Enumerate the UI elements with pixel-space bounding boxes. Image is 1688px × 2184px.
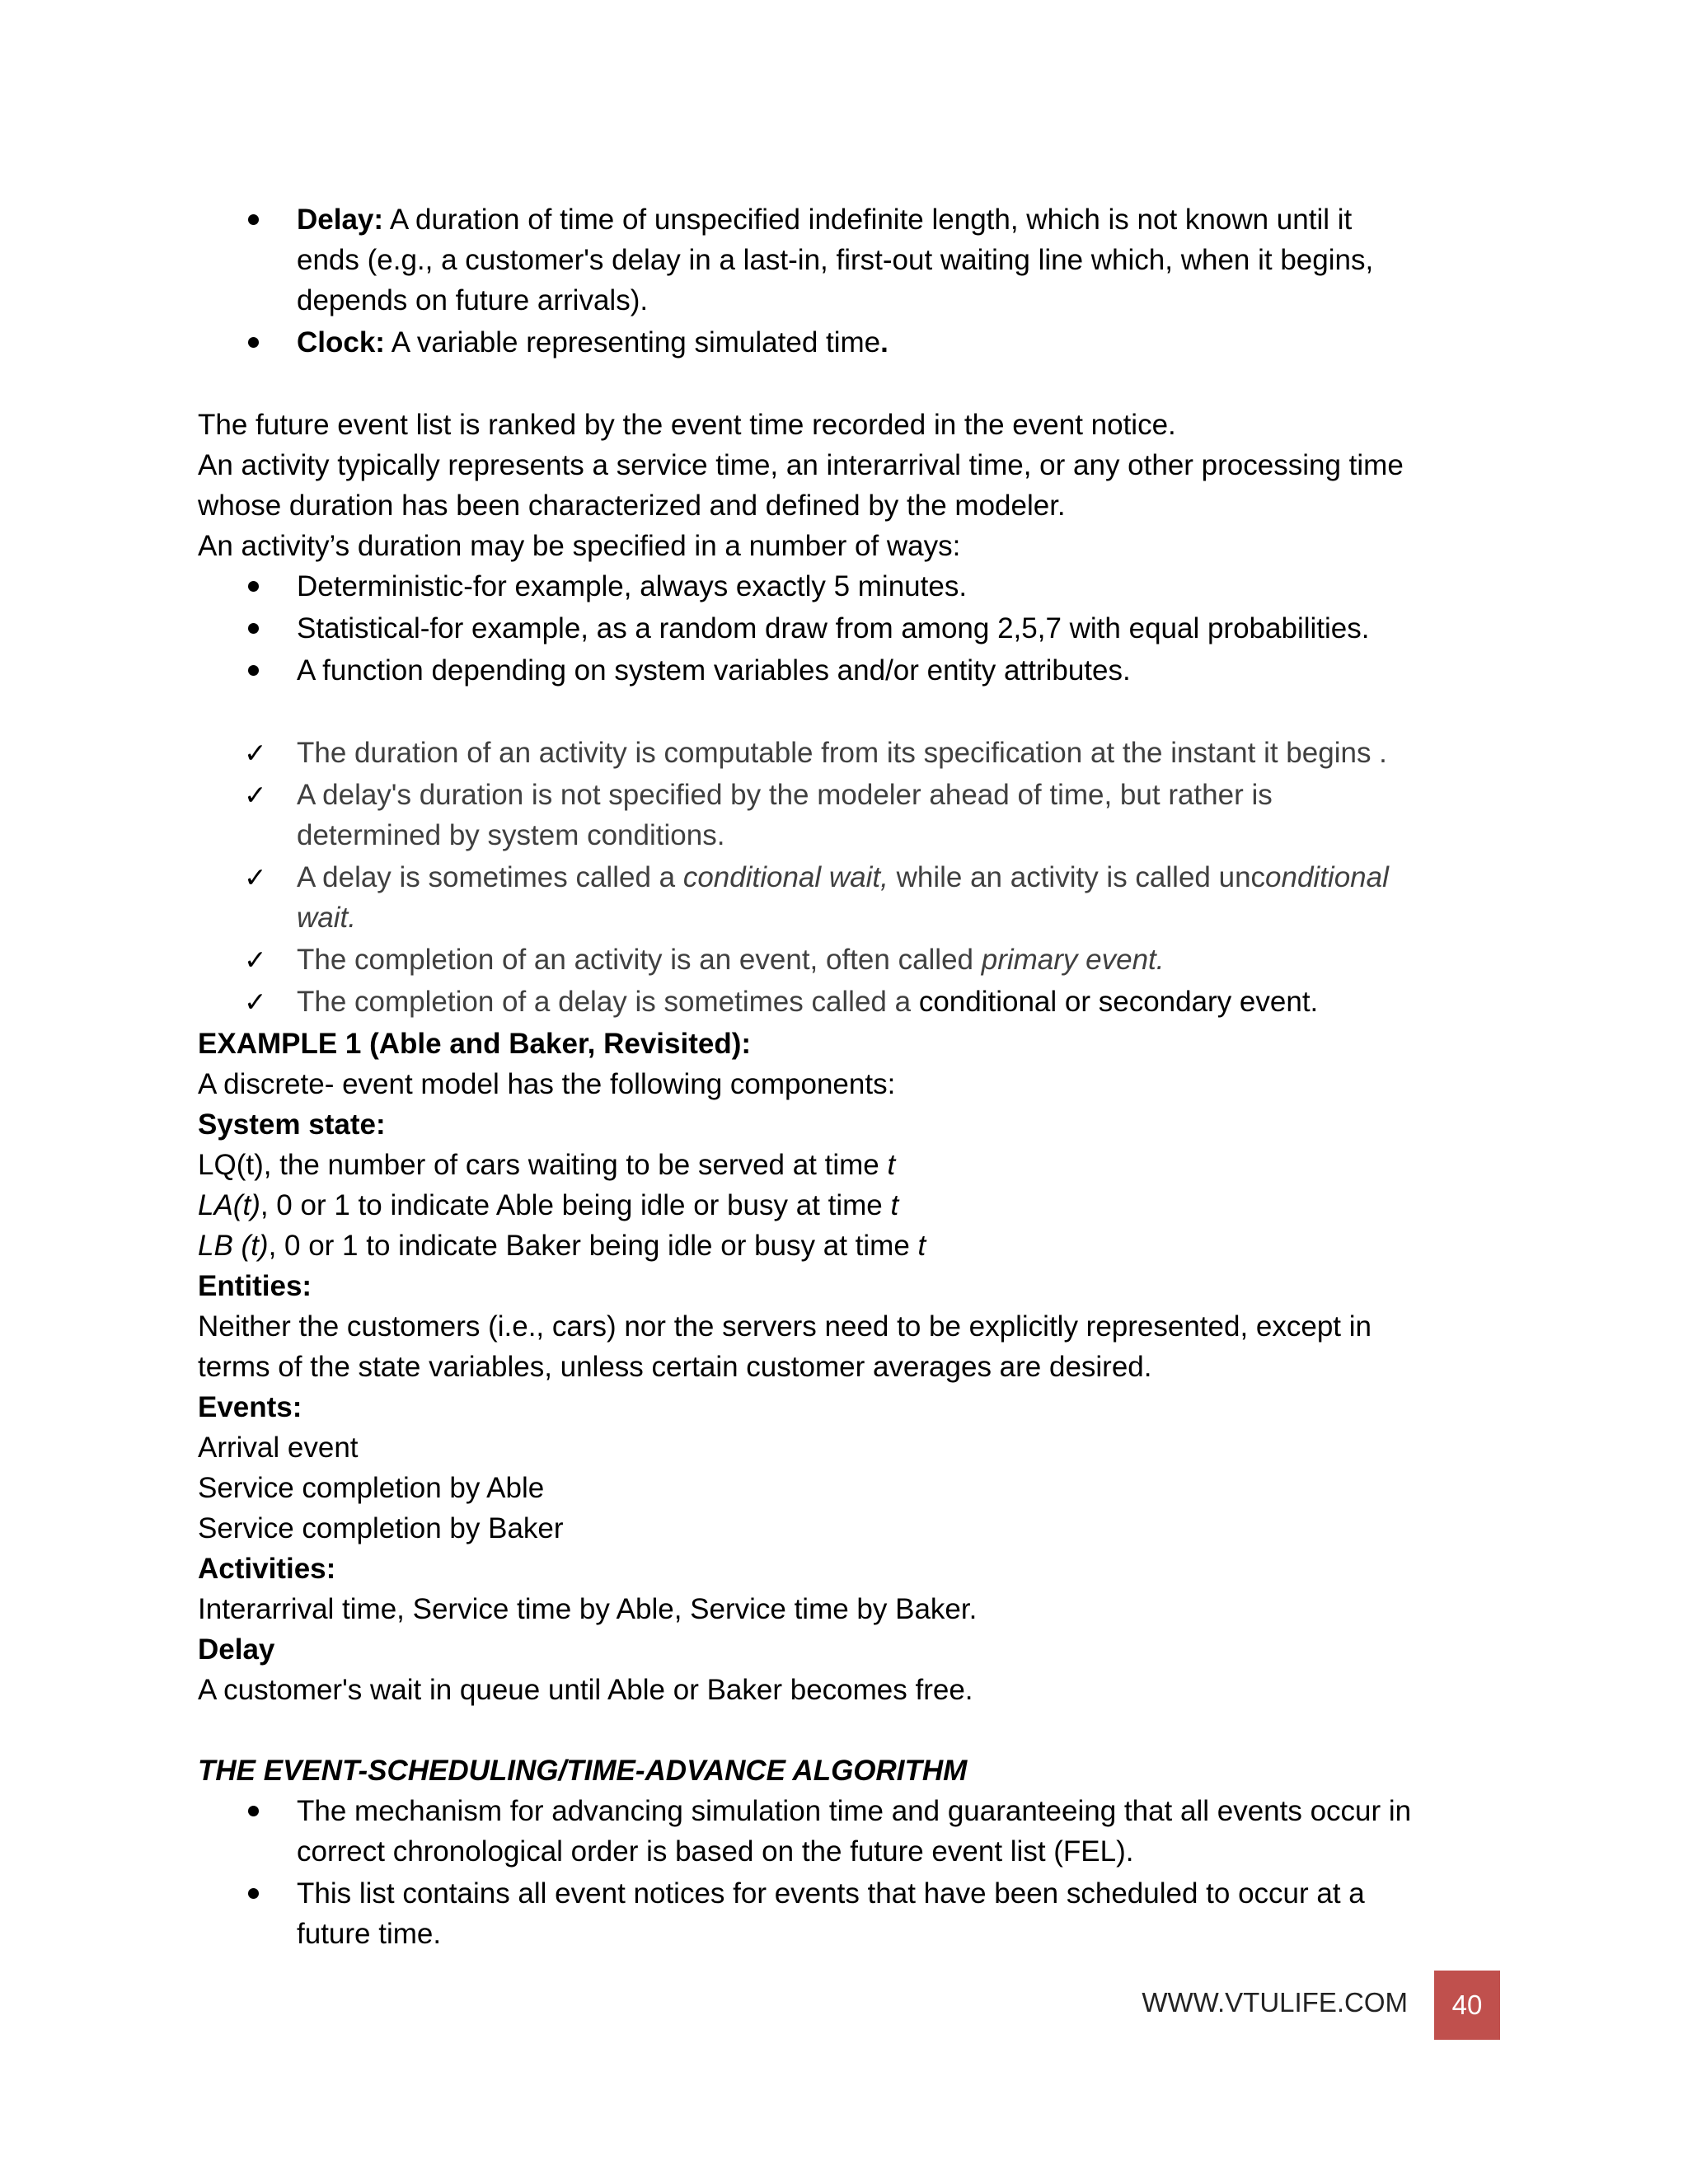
bullet-icon bbox=[248, 1888, 259, 1899]
delay-line-1: A duration of time of unspecified indefinite length, which is not known until it bbox=[389, 204, 1353, 236]
conditional-wait: conditional wait, bbox=[682, 861, 889, 893]
bullet-icon bbox=[248, 1806, 259, 1816]
paragraph: An activity’s duration may be specified in a number of ways: bbox=[198, 530, 961, 562]
delay-line-2: ends (e.g., a customer's delay in a last-in, first-out waiting line which, when it begins, bbox=[297, 244, 1374, 276]
bullet-deterministic bbox=[198, 566, 1517, 607]
check-item-1 bbox=[198, 733, 1517, 773]
event-item: Arrival event bbox=[198, 1432, 359, 1464]
bullet-text: correct chronological order is based on the future event list (FEL). bbox=[297, 1835, 1134, 1868]
bullet-icon bbox=[248, 665, 259, 676]
activities-text: Interarrival time, Service time by Able, Service time by Baker. bbox=[198, 1593, 978, 1625]
check-item-2 bbox=[198, 775, 1517, 855]
example-heading: EXAMPLE 1 (Able and Baker, Revisited): bbox=[198, 1028, 752, 1060]
bullet-icon bbox=[248, 337, 259, 348]
bullet-text: This list contains all event notices for events that have been scheduled to occur at a bbox=[297, 1877, 1365, 1910]
check-icon: ✓ bbox=[244, 944, 267, 976]
la-line bbox=[198, 1185, 1517, 1226]
la-var: LA(t) bbox=[198, 1189, 260, 1221]
entities-heading: Entities: bbox=[198, 1270, 312, 1302]
clock-line-1: A variable representing simulated time bbox=[391, 326, 881, 359]
clock-period: . bbox=[880, 326, 889, 359]
check-icon: ✓ bbox=[244, 861, 267, 893]
events-heading: Events: bbox=[198, 1391, 302, 1423]
bullet-text: A function depending on system variables and/or entity attributes. bbox=[297, 654, 1131, 687]
bullet-icon bbox=[248, 623, 259, 634]
check-text: A delay's duration is not specified by the modeler ahead of time, but rather is bbox=[297, 779, 1273, 811]
check-text: A delay is sometimes called a bbox=[297, 861, 683, 893]
check-item-5 bbox=[198, 982, 1517, 1022]
lb-t: t bbox=[917, 1230, 926, 1262]
bullet-function bbox=[198, 650, 1517, 691]
bullet-delay bbox=[198, 199, 1517, 321]
lq-line bbox=[198, 1145, 1517, 1185]
check-text: The completion of an activity is an event, often called bbox=[297, 944, 982, 976]
term-clock: Clock: bbox=[297, 326, 385, 359]
page-number-badge: 40 bbox=[1434, 1971, 1500, 2040]
bullet-text: The mechanism for advancing simulation time and guaranteeing that all events occur in bbox=[297, 1795, 1412, 1827]
bullet-text: Deterministic-for example, always exactly 5 minutes. bbox=[297, 570, 968, 602]
bullet-statistical bbox=[198, 608, 1517, 649]
page-footer bbox=[1142, 1971, 1500, 2036]
lb-text: , 0 or 1 to indicate Baker being idle or busy at time bbox=[268, 1230, 918, 1262]
bullet-icon bbox=[248, 581, 259, 592]
event-item: Service completion by Baker bbox=[198, 1512, 564, 1544]
paragraph: The future event list is ranked by the event time recorded in the event notice. bbox=[198, 409, 1176, 441]
bullet-text: future time. bbox=[297, 1918, 442, 1950]
paragraph: whose duration has been characterized and defined by the modeler. bbox=[198, 490, 1066, 522]
page-content bbox=[198, 199, 1517, 1956]
lb-var: LB (t) bbox=[198, 1230, 269, 1262]
paragraph: An activity typically represents a service time, an interarrival time, or any other processing time bbox=[198, 449, 1404, 481]
check-text: The completion of a delay is sometimes called a bbox=[297, 986, 919, 1018]
delay-line-3: depends on future arrivals). bbox=[297, 284, 649, 316]
algorithm-bullet-2 bbox=[198, 1873, 1517, 1954]
secondary-event: conditional or secondary event. bbox=[918, 986, 1319, 1018]
bullet-clock bbox=[198, 322, 1517, 363]
lb-line bbox=[198, 1226, 1517, 1266]
check-text: while an activity is called unc bbox=[888, 861, 1266, 893]
system-state-heading: System state: bbox=[198, 1108, 386, 1141]
example-intro: A discrete- event model has the following components: bbox=[198, 1068, 896, 1100]
la-text: , 0 or 1 to indicate Able being idle or busy at time bbox=[260, 1189, 891, 1221]
check-icon: ✓ bbox=[244, 986, 267, 1018]
bullet-icon bbox=[248, 214, 259, 225]
algorithm-heading: THE EVENT-SCHEDULING/TIME-ADVANCE ALGORITHM bbox=[198, 1755, 968, 1787]
check-item-4 bbox=[198, 940, 1517, 980]
entities-text: Neither the customers (i.e., cars) nor the servers need to be explicitly represented, except in bbox=[198, 1310, 1372, 1343]
lq-text: LQ(t), the number of cars waiting to be served at time bbox=[198, 1149, 888, 1181]
check-text-italic: wait. bbox=[297, 902, 356, 934]
check-icon: ✓ bbox=[244, 779, 267, 811]
primary-event: primary event. bbox=[981, 944, 1165, 976]
check-text-italic: onditional bbox=[1265, 861, 1389, 893]
bullet-text: Statistical-for example, as a random draw from among 2,5,7 with equal probabilities. bbox=[297, 612, 1370, 644]
footer-site-link[interactable]: WWW.VTULIFE.COM bbox=[1142, 1987, 1408, 2018]
lq-t: t bbox=[887, 1149, 896, 1181]
check-text: The duration of an activity is computable from its specification at the instant it begins . bbox=[297, 737, 1387, 769]
check-item-3 bbox=[198, 857, 1517, 938]
entities-text: terms of the state variables, unless certain customer averages are desired. bbox=[198, 1351, 1152, 1383]
la-t: t bbox=[890, 1189, 899, 1221]
algorithm-bullet-1 bbox=[198, 1791, 1517, 1872]
delay-heading: Delay bbox=[198, 1633, 275, 1666]
delay-text: A customer's wait in queue until Able or Baker becomes free. bbox=[198, 1674, 973, 1706]
term-delay: Delay: bbox=[297, 204, 384, 236]
check-icon: ✓ bbox=[244, 737, 267, 769]
event-item: Service completion by Able bbox=[198, 1472, 545, 1504]
check-text: determined by system conditions. bbox=[297, 819, 725, 851]
activities-heading: Activities: bbox=[198, 1553, 336, 1585]
